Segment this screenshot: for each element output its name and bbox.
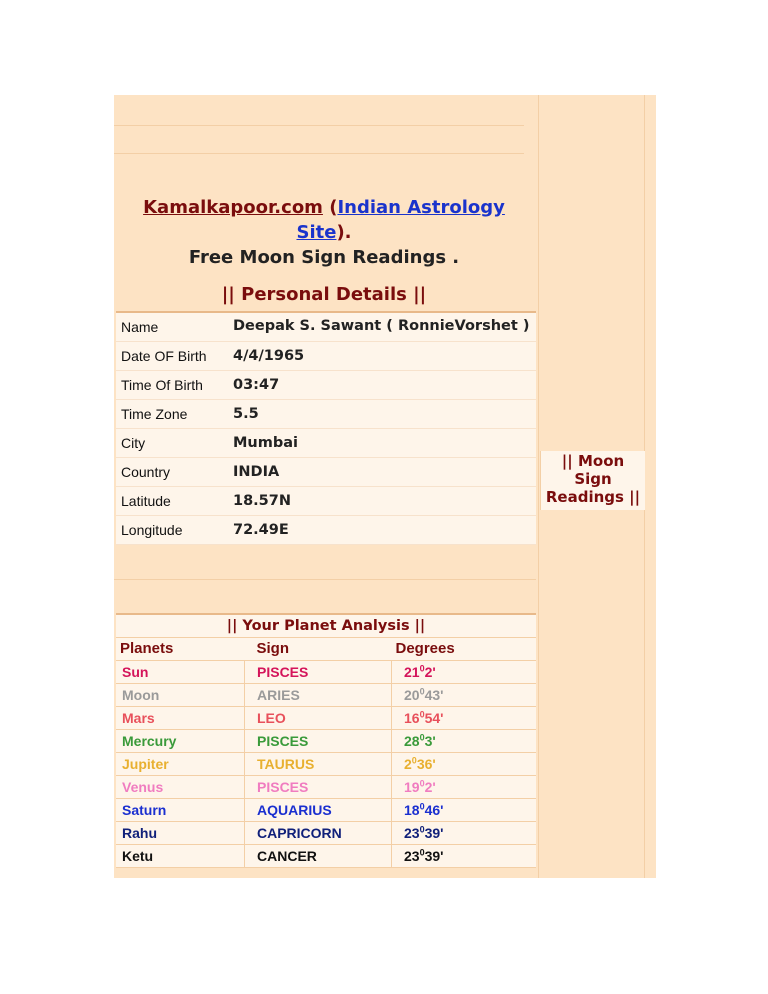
planet-degrees <box>392 661 537 684</box>
planet-row <box>116 661 536 684</box>
detail-value: Deepak S. Sawant ( RonnieVorshet ) <box>233 318 530 334</box>
col-header-planets: Planets <box>116 638 245 661</box>
planet-row <box>116 730 536 753</box>
planet-name: Saturn <box>116 799 245 822</box>
detail-label: Date OF Birth <box>121 348 207 364</box>
detail-row <box>116 487 536 516</box>
grid-line <box>114 579 536 580</box>
planet-degrees <box>392 776 537 799</box>
col-header-sign: Sign <box>245 638 392 661</box>
degree-symbol: 0 <box>419 686 425 697</box>
minute-value: 2' <box>424 664 436 680</box>
planet-sign: LEO <box>245 707 392 730</box>
planet-name: Sun <box>116 661 245 684</box>
planet-row <box>116 776 536 799</box>
minute-value: 39' <box>424 848 444 864</box>
personal-details-table <box>116 311 536 545</box>
detail-row <box>116 371 536 400</box>
degree-symbol: 0 <box>419 732 425 743</box>
minute-value: 46' <box>424 802 444 818</box>
col-header-degrees: Degrees <box>392 638 537 661</box>
planet-degrees <box>392 799 537 822</box>
planet-table <box>116 638 536 868</box>
degree-value: 23 <box>404 848 420 864</box>
planet-sign: PISCES <box>245 661 392 684</box>
degree-symbol: 0 <box>419 778 425 789</box>
planet-name: Mercury <box>116 730 245 753</box>
planet-row <box>116 707 536 730</box>
detail-row <box>116 429 536 458</box>
detail-row <box>116 313 536 342</box>
degree-value: 18 <box>404 802 420 818</box>
planet-degrees <box>392 707 537 730</box>
detail-label: Country <box>121 464 171 480</box>
planet-row <box>116 753 536 776</box>
planet-row <box>116 845 536 868</box>
detail-value: 5.5 <box>233 406 259 422</box>
planet-sign: AQUARIUS <box>245 799 392 822</box>
detail-label: Name <box>121 319 159 335</box>
detail-value: 18.57N <box>233 493 291 509</box>
detail-label: Longitude <box>121 522 183 538</box>
planet-row <box>116 822 536 845</box>
planet-sign: CANCER <box>245 845 392 868</box>
planet-sign: ARIES <box>245 684 392 707</box>
detail-label: Latitude <box>121 493 171 509</box>
degree-value: 16 <box>404 710 420 726</box>
page-subtitle: Free Moon Sign Readings . <box>188 247 460 268</box>
moon-sign-readings-box: || Moon Sign Readings || <box>540 451 645 510</box>
detail-value: INDIA <box>233 464 280 480</box>
degree-value: 23 <box>404 825 420 841</box>
detail-label: Time Of Birth <box>121 377 203 393</box>
planet-name: Rahu <box>116 822 245 845</box>
detail-value: 4/4/1965 <box>233 348 305 364</box>
indian-astrology-link[interactable]: Indian Astrology Site <box>296 197 505 243</box>
degree-value: 21 <box>404 664 420 680</box>
planet-row <box>116 684 536 707</box>
planet-analysis-section <box>116 613 536 868</box>
degree-symbol: 0 <box>411 755 417 766</box>
grid-line <box>114 153 524 154</box>
degree-symbol: 0 <box>419 824 425 835</box>
site-header <box>114 195 534 270</box>
paren-close: ). <box>336 222 352 243</box>
planet-degrees <box>392 753 537 776</box>
planet-degrees <box>392 730 537 753</box>
detail-value: 72.49E <box>233 522 289 538</box>
detail-row <box>116 342 536 371</box>
degree-symbol: 0 <box>419 847 425 858</box>
degree-symbol: 0 <box>419 709 425 720</box>
grid-line <box>114 125 524 126</box>
page-background <box>114 95 656 878</box>
detail-label: City <box>121 435 146 451</box>
minute-value: 39' <box>424 825 444 841</box>
degree-symbol: 0 <box>419 663 425 674</box>
paren-open: ( <box>329 197 338 218</box>
planet-sign: PISCES <box>245 776 392 799</box>
planet-sign: PISCES <box>245 730 392 753</box>
planet-row <box>116 799 536 822</box>
planet-table-header <box>116 638 536 661</box>
degree-symbol: 0 <box>419 801 425 812</box>
degree-value: 28 <box>404 733 420 749</box>
detail-value: Mumbai <box>233 435 298 451</box>
degree-value: 2 <box>404 756 412 772</box>
planet-degrees <box>392 822 537 845</box>
detail-row <box>116 458 536 487</box>
detail-label: Time Zone <box>121 406 188 422</box>
personal-details-title: || Personal Details || <box>221 284 427 305</box>
minute-value: 2' <box>424 779 436 795</box>
planet-name: Venus <box>116 776 245 799</box>
planet-sign: CAPRICORN <box>245 822 392 845</box>
planet-name: Ketu <box>116 845 245 868</box>
detail-value: 03:47 <box>233 377 280 393</box>
planet-degrees <box>392 684 537 707</box>
grid-line <box>538 95 539 878</box>
degree-value: 20 <box>404 687 420 703</box>
planet-name: Moon <box>116 684 245 707</box>
planet-name: Mars <box>116 707 245 730</box>
detail-row <box>116 400 536 429</box>
minute-value: 36' <box>416 756 436 772</box>
detail-row <box>116 516 536 545</box>
minute-value: 54' <box>424 710 444 726</box>
minute-value: 3' <box>424 733 436 749</box>
planet-analysis-title: || Your Planet Analysis || <box>116 615 536 638</box>
minute-value: 43' <box>424 687 444 703</box>
planet-name: Jupiter <box>116 753 245 776</box>
planet-sign: TAURUS <box>245 753 392 776</box>
degree-value: 19 <box>404 779 420 795</box>
planet-degrees <box>392 845 537 868</box>
site-brand-link[interactable]: Kamalkapoor.com <box>143 197 323 218</box>
